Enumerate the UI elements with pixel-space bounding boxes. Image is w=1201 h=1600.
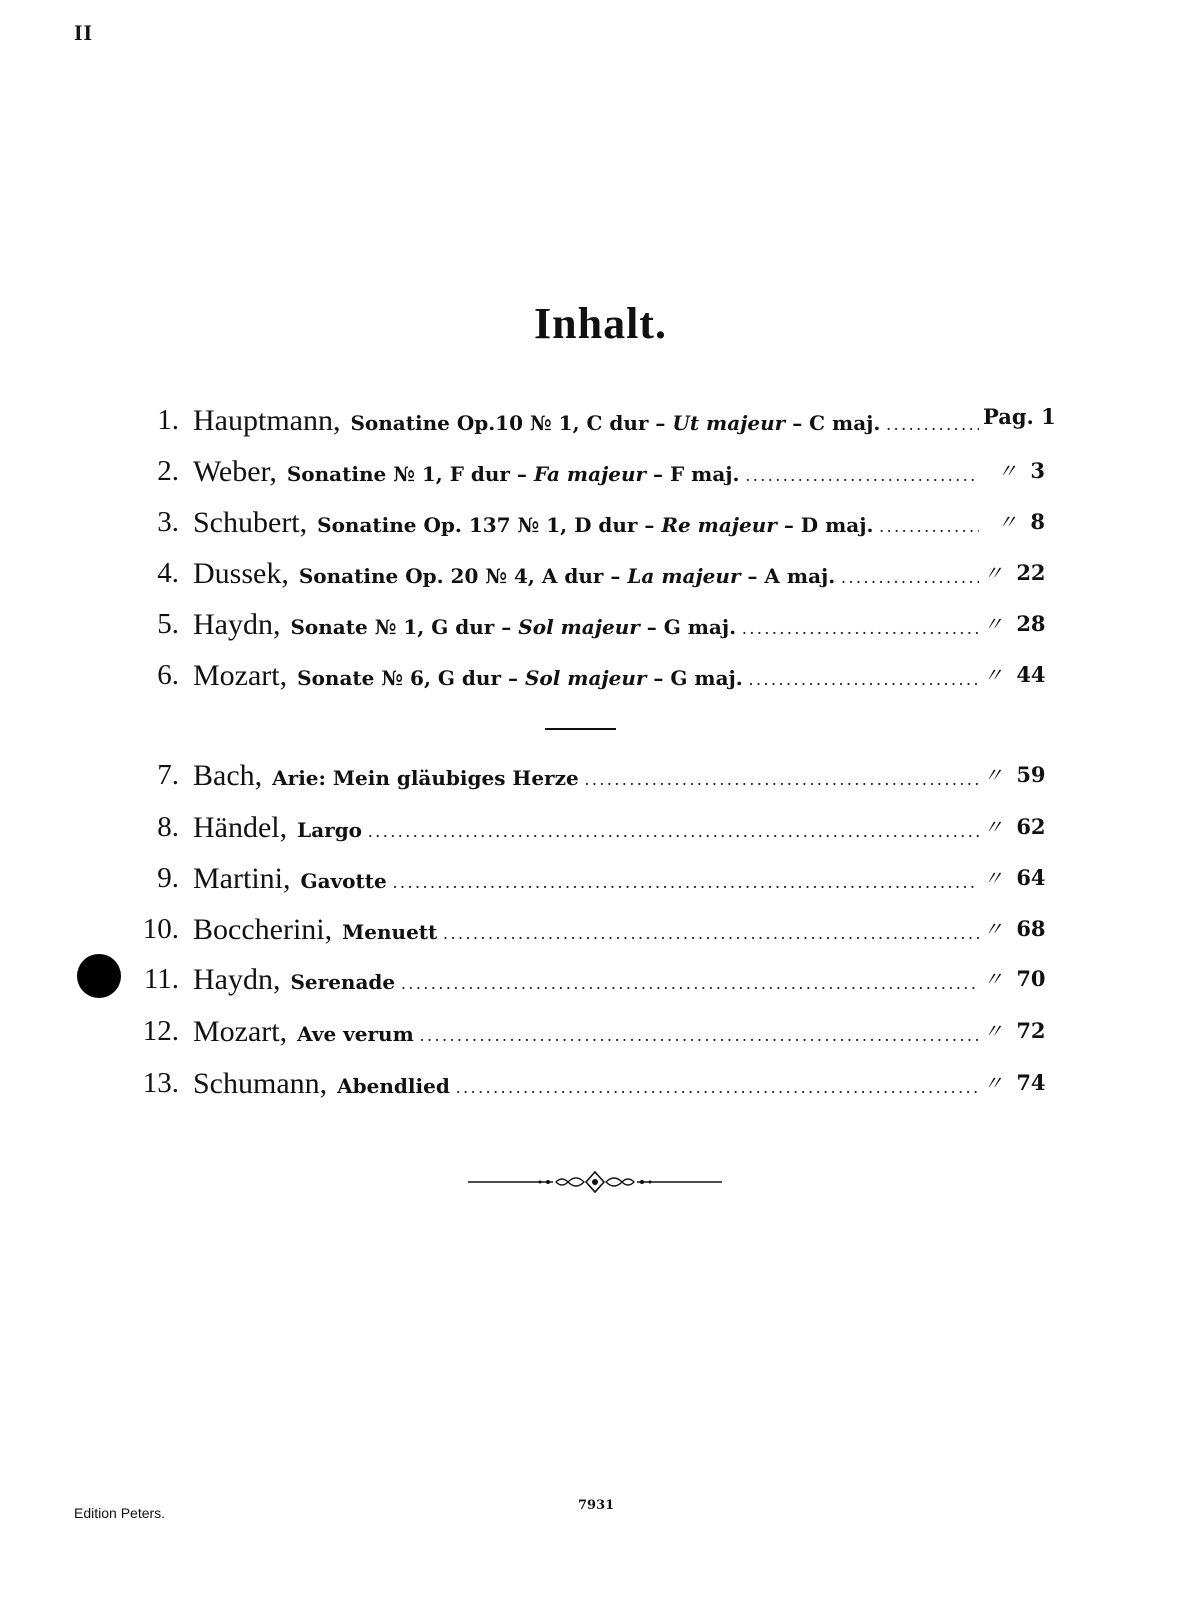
page-reference (983, 811, 1045, 840)
work-title: Sonate № 6, G dur – (297, 666, 518, 690)
work-description (297, 666, 743, 690)
work-description (337, 1074, 450, 1098)
dot-leader (746, 465, 980, 486)
ditto-mark: 〃 (983, 1019, 1003, 1043)
key-french: La majeur (627, 564, 741, 588)
page-reference (983, 506, 1045, 535)
ditto-mark: 〃 (997, 510, 1018, 534)
page-label: Pag. (983, 404, 1034, 429)
ditto-mark: 〃 (983, 917, 1003, 941)
toc-entry (0, 811, 1201, 851)
toc-entry (0, 963, 1201, 1003)
work-description (299, 564, 835, 588)
dot-leader (443, 923, 979, 944)
key-english: – F maj. (653, 462, 740, 486)
dot-leader (420, 1025, 979, 1046)
dot-leader (879, 516, 979, 537)
toc-entry (0, 455, 1201, 495)
toc-entry (0, 1015, 1201, 1055)
page-value: 62 (1016, 814, 1046, 839)
dot-leader (401, 973, 979, 994)
page-reference (983, 455, 1045, 484)
entry-line (193, 1067, 983, 1101)
ditto-mark: 〃 (983, 815, 1003, 839)
dot-leader (841, 567, 979, 588)
composer-name: Schumann, (193, 1067, 328, 1100)
entry-number: 1. (157, 404, 179, 436)
work-description (350, 411, 880, 435)
composer-name: Bach, (193, 759, 263, 792)
key-english: – G maj. (653, 666, 743, 690)
page-reference (983, 759, 1045, 788)
entry-number: 6. (157, 659, 179, 691)
entry-number: 10. (142, 913, 179, 945)
work-description (342, 920, 437, 944)
ditto-mark: 〃 (983, 967, 1003, 991)
work-title: Largo (297, 818, 363, 842)
page-value: 59 (1016, 762, 1046, 787)
work-description (301, 869, 387, 893)
work-title: Menuett (342, 920, 438, 944)
entry-line (193, 1015, 983, 1049)
black-dot-marker (77, 954, 121, 998)
entry-line (193, 862, 983, 896)
composer-name: Mozart, (193, 659, 288, 692)
work-title: Gavotte (300, 869, 387, 893)
work-description (317, 513, 873, 537)
dot-leader (742, 618, 979, 639)
entry-line (193, 404, 983, 438)
key-english: – D maj. (783, 513, 874, 537)
work-description (290, 970, 395, 994)
dot-leader (886, 414, 979, 435)
composer-name: Weber, (193, 455, 277, 488)
page-reference (983, 1015, 1045, 1044)
toc-entry (0, 659, 1201, 699)
toc-entry (0, 608, 1201, 648)
entry-line (193, 557, 983, 591)
toc-entry (0, 404, 1201, 444)
dot-leader (749, 669, 979, 690)
page-value: 44 (1016, 662, 1046, 687)
dot-leader (368, 821, 979, 842)
page-reference (983, 557, 1045, 586)
toc-entry (0, 557, 1201, 597)
entry-number: 4. (157, 557, 179, 589)
work-title: Ave verum (297, 1022, 414, 1046)
ditto-mark: 〃 (983, 561, 1003, 585)
ditto-mark: 〃 (983, 663, 1003, 687)
entry-number: 11. (143, 963, 179, 995)
ditto-mark: 〃 (983, 866, 1003, 890)
page-title: Inhalt. (534, 299, 667, 348)
composer-name: Haydn, (193, 963, 281, 996)
key-french: Sol majeur (518, 615, 640, 639)
page-value: 8 (1030, 509, 1045, 534)
ditto-mark: 〃 (997, 459, 1018, 483)
page-reference (983, 963, 1045, 992)
composer-name: Martini, (193, 862, 291, 895)
plate-number: 7931 (578, 1498, 615, 1513)
key-english: – C maj. (792, 411, 881, 435)
entry-number: 2. (157, 455, 179, 487)
key-english: – A maj. (747, 564, 836, 588)
work-title: Abendlied (337, 1074, 450, 1098)
toc-entry (0, 506, 1201, 546)
page-reference (983, 659, 1045, 688)
composer-name: Boccherini, (193, 913, 333, 946)
work-description (297, 818, 362, 842)
section-divider (545, 728, 616, 730)
entry-number: 12. (142, 1015, 179, 1047)
dot-leader (393, 872, 979, 893)
page-value: 68 (1016, 916, 1046, 941)
page-value: 72 (1016, 1018, 1046, 1043)
page-value: 1 (1041, 404, 1056, 429)
page-value: 3 (1030, 458, 1045, 483)
entry-line (193, 913, 983, 947)
page-value: 28 (1016, 611, 1046, 636)
entry-number: 7. (157, 759, 179, 791)
composer-name: Schubert, (193, 506, 308, 539)
ditto-mark: 〃 (983, 763, 1003, 787)
entry-line (193, 455, 983, 489)
entry-line (193, 759, 983, 793)
key-english: – G maj. (646, 615, 737, 639)
publisher-label: Edition Peters. (74, 1505, 166, 1521)
work-title: Sonatine Op. 137 № 1, D dur – (317, 513, 655, 537)
page-reference (983, 404, 1056, 429)
entry-line (193, 811, 983, 845)
entry-number: 5. (157, 608, 179, 640)
key-french: Sol majeur (524, 666, 647, 690)
page-reference (983, 862, 1045, 891)
page-value: 70 (1016, 966, 1046, 991)
key-french: Re majeur (661, 513, 777, 537)
ditto-mark: 〃 (983, 612, 1003, 636)
work-title: Arie: Mein gläubiges Herze (272, 766, 579, 790)
key-french: Ut majeur (672, 411, 786, 435)
work-description (287, 462, 740, 486)
work-title: Sonate № 1, G dur – (290, 615, 512, 639)
page-value: 74 (1016, 1070, 1046, 1095)
entry-line (193, 963, 983, 997)
work-title: Sonatine Op.10 № 1, C dur – (350, 411, 666, 435)
toc-entry (0, 862, 1201, 902)
page-reference (983, 608, 1045, 637)
dot-leader (585, 769, 979, 790)
dot-leader (456, 1077, 979, 1098)
composer-name: Haydn, (193, 608, 281, 641)
work-description (290, 615, 736, 639)
ornament-divider (468, 1168, 722, 1196)
entry-number: 8. (157, 811, 179, 843)
composer-name: Händel, (193, 811, 288, 844)
page-number: II (74, 20, 94, 45)
entry-number: 13. (142, 1067, 179, 1099)
toc-entry (0, 759, 1201, 799)
page-reference (983, 1067, 1045, 1096)
composer-name: Dussek, (193, 557, 289, 590)
composer-name: Hauptmann, (193, 404, 341, 437)
page-value: 22 (1016, 560, 1046, 585)
key-french: Fa majeur (533, 462, 647, 486)
toc-entry (0, 913, 1201, 953)
entry-line (193, 659, 983, 693)
page-reference (983, 913, 1045, 942)
entry-line (193, 506, 983, 540)
work-description (297, 1022, 414, 1046)
page-value: 64 (1016, 865, 1046, 890)
work-title: Sonatine Op. 20 № 4, A dur – (298, 564, 621, 588)
composer-name: Mozart, (193, 1015, 288, 1048)
work-description (272, 766, 579, 790)
entry-number: 3. (157, 506, 179, 538)
toc-entry (0, 1067, 1201, 1107)
entry-line (193, 608, 983, 642)
work-title: Serenade (290, 970, 396, 994)
entry-number: 9. (157, 862, 179, 894)
work-title: Sonatine № 1, F dur – (286, 462, 527, 486)
ditto-mark: 〃 (983, 1071, 1003, 1095)
